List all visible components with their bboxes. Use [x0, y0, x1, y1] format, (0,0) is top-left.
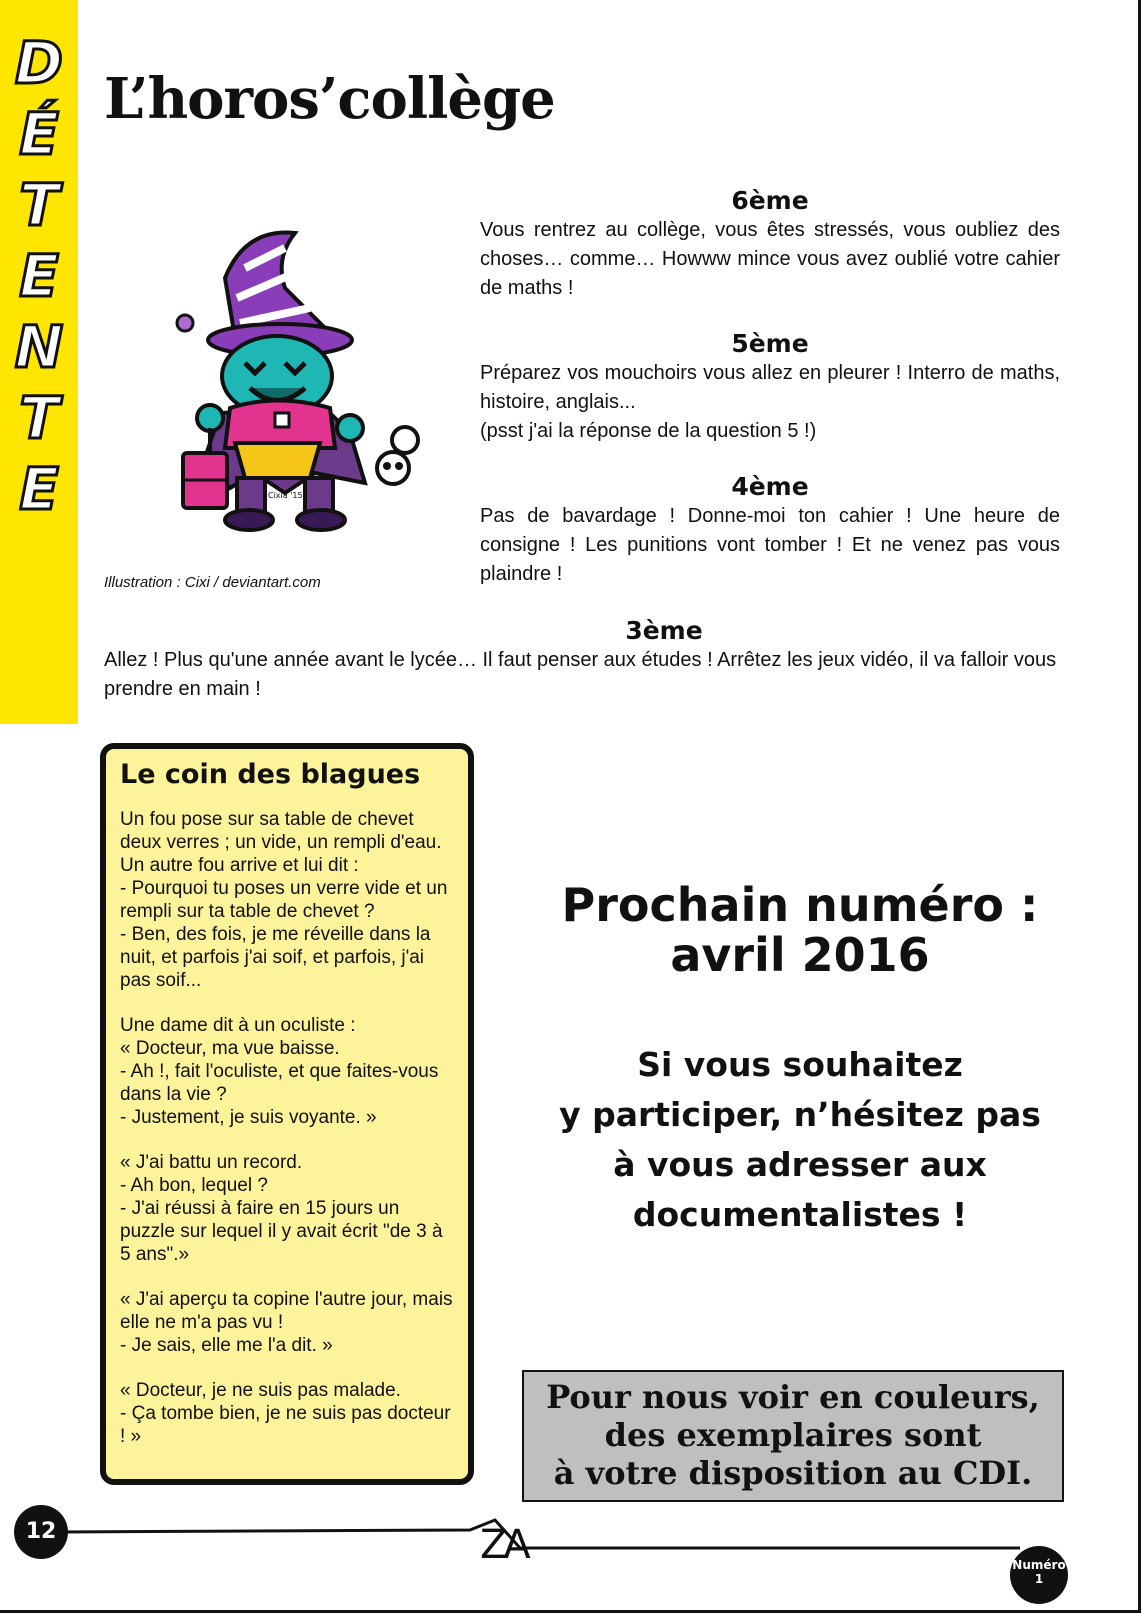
side-letter: T [19, 171, 59, 239]
joke-line: Une dame dit à un oculiste : [120, 1015, 356, 1036]
horoscope-grade: 5ème [731, 329, 809, 358]
horoscope-text: Vous rentrez au collège, vous êtes stressés, vous oubliez des choses… comme… Howww mince vous avez oublié votre cahier de maths ! [480, 219, 1060, 299]
next-issue-line: Prochain numéro : [561, 878, 1039, 932]
color-copies-notice [522, 1370, 1064, 1502]
joke-line: « Docteur, ma vue baisse. [120, 1038, 340, 1059]
issue-number: 1 [1034, 1572, 1044, 1586]
illustration-signature: Cixia '15 [268, 491, 303, 500]
page-title: L’horos’collège [104, 66, 555, 132]
horoscope-text: Allez ! Plus qu'une année avant le lycée… Il faut penser aux études ! Arrêtez les jeux vidéo, il va falloir vous prendre en main ! [104, 649, 1057, 700]
joke [120, 1379, 454, 1448]
participation-line: à vous adresser aux [613, 1145, 987, 1184]
horoscope-3eme [104, 616, 1060, 704]
jokes-title: Le coin des blagues [120, 759, 421, 790]
illustration-credit: Illustration : Cixi / deviantart.com [104, 574, 321, 591]
notice-line: Pour nous voir en couleurs, [546, 1378, 1040, 1416]
participation-line: documentalistes ! [632, 1195, 968, 1234]
joke-line: - Ah !, fait l'oculiste, et que faites-vous dans la vie ? [120, 1061, 439, 1105]
joke [120, 808, 454, 992]
notice-line: des exemplaires sont [604, 1416, 982, 1454]
joke-line: « J'ai battu un record. [120, 1152, 303, 1173]
horoscope-grade: 6ème [731, 186, 809, 215]
joke-line: « Docteur, je ne suis pas malade. [120, 1380, 401, 1401]
joke-line: - Ben, des fois, je me réveille dans la nuit, et parfois j'ai soif, et parfois, j'ai pas soif... [120, 924, 431, 991]
joke-line: - Je sais, elle me l'a dit. » [120, 1335, 333, 1356]
horoscope-grade: 4ème [731, 472, 809, 501]
joke-line: - Pourquoi tu poses un verre vide et un rempli sur ta table de chevet ? [120, 878, 448, 922]
side-letter: N [14, 313, 64, 381]
horoscope-note: (psst j'ai la réponse de la question 5 !) [480, 420, 817, 442]
joke-line: - J'ai réussi à faire en 15 jours un puzzle sur lequel il y avait écrit "de 3 à 5 ans".» [120, 1198, 443, 1265]
witch-illustration [165, 228, 435, 538]
side-letter: E [19, 242, 59, 310]
za-logo: ZA [480, 1522, 527, 1568]
horoscope-grade: 3ème [625, 616, 703, 645]
joke-line: Un fou pose sur sa table de chevet deux verres ; un vide, un rempli d'eau. Un autre fou arrive et lui dit : [120, 809, 442, 876]
joke-line: - Ça tombe bien, je ne suis pas docteur ! » [120, 1403, 451, 1447]
horoscope-6eme [480, 186, 1060, 303]
side-letter: É [19, 100, 59, 168]
participation-line: y participer, n’hésitez pas [559, 1095, 1041, 1134]
participation-line: Si vous souhaitez [637, 1045, 963, 1084]
horoscope-text: Préparez vos mouchoirs vous allez en pleurer ! Interro de maths, histoire, anglais... [480, 362, 1060, 413]
issue-number-badge [1010, 1546, 1068, 1604]
joke [120, 1288, 454, 1357]
side-band-letters [0, 28, 78, 525]
horoscope-4eme [480, 472, 1060, 589]
joke [120, 1151, 454, 1266]
side-letter: E [19, 455, 59, 523]
side-letter: D [14, 29, 64, 97]
footer-rule [0, 1500, 1142, 1580]
page-number-badge: 12 [14, 1505, 68, 1559]
next-issue-date: avril 2016 [670, 928, 930, 982]
participation-message [540, 1040, 1060, 1240]
joke [120, 1014, 454, 1129]
jokes-box [100, 743, 474, 1485]
joke-line: « J'ai aperçu ta copine l'autre jour, mais elle ne m'a pas vu ! [120, 1289, 453, 1333]
side-letter: T [19, 384, 59, 452]
horoscope-text: Pas de bavardage ! Donne-moi ton cahier ! Une heure de consigne ! Les punitions vont tomber ! Et ne venez pas vous plaindre ! [480, 505, 1060, 585]
side-band [0, 0, 78, 724]
joke-line: - Ah bon, lequel ? [120, 1175, 268, 1196]
issue-label: Numéro [1012, 1558, 1066, 1572]
notice-line: à votre disposition au CDI. [553, 1454, 1033, 1492]
next-issue-heading [540, 880, 1060, 980]
joke-line: - Justement, je suis voyante. » [120, 1107, 377, 1128]
horoscope-5eme [480, 329, 1060, 446]
